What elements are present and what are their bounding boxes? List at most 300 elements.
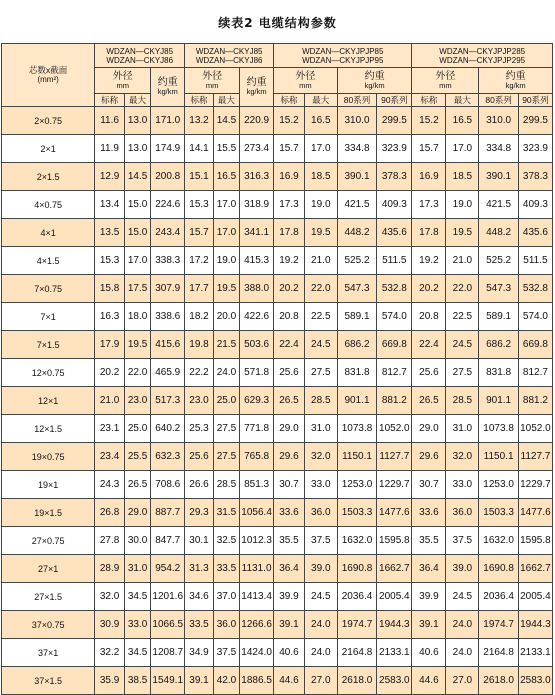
table-row (2, 135, 553, 163)
value-cell: 1150.1 (337, 443, 377, 471)
max-header: 最大 (213, 94, 239, 107)
value-cell: 1690.8 (337, 555, 377, 583)
table-header (2, 44, 553, 107)
value-cell: 42.0 (213, 667, 239, 695)
model-name: WDZAN—CKYJPJP85 (302, 46, 384, 56)
value-cell: 812.7 (377, 359, 412, 387)
value-cell: 27.5 (304, 359, 337, 387)
weight-unit: kg/km (364, 80, 385, 90)
table-row (2, 499, 553, 527)
value-cell: 629.3 (240, 387, 274, 415)
value-cell: 771.8 (240, 415, 274, 443)
value-cell: 24.5 (446, 583, 479, 611)
value-cell: 1208.7 (151, 639, 185, 667)
value-cell: 23.0 (124, 387, 150, 415)
value-cell: 1413.4 (240, 583, 274, 611)
value-cell: 511.5 (518, 247, 552, 275)
value-cell: 33.6 (274, 499, 305, 527)
value-cell: 1201.6 (151, 583, 185, 611)
value-cell: 2164.8 (337, 639, 377, 667)
size-cell: 7×0.75 (2, 275, 95, 303)
size-cell: 37×0.75 (2, 611, 95, 639)
value-cell: 35.5 (274, 527, 305, 555)
value-cell: 32.0 (446, 443, 479, 471)
table-row (2, 611, 553, 639)
od-unit: mm (205, 80, 219, 90)
table-row (2, 191, 553, 219)
value-cell: 24.0 (446, 639, 479, 667)
value-cell: 390.1 (337, 163, 377, 191)
value-cell: 19.2 (274, 247, 305, 275)
value-cell: 1229.7 (518, 471, 552, 499)
value-cell: 24.5 (446, 331, 479, 359)
value-cell: 29.6 (274, 443, 305, 471)
value-cell: 17.9 (95, 331, 125, 359)
value-cell: 36.0 (304, 499, 337, 527)
table-row (2, 527, 553, 555)
value-cell: 13.0 (124, 107, 150, 135)
value-cell: 15.8 (95, 275, 125, 303)
value-cell: 511.5 (377, 247, 412, 275)
value-cell: 34.9 (185, 639, 214, 667)
outer-diameter-header (185, 68, 240, 94)
value-cell: 31.5 (213, 499, 239, 527)
value-cell: 36.4 (412, 555, 446, 583)
value-cell: 40.6 (412, 639, 446, 667)
value-cell: 421.5 (337, 191, 377, 219)
value-cell: 31.0 (446, 415, 479, 443)
value-cell: 901.1 (337, 387, 377, 415)
size-cell: 7×1.5 (2, 331, 95, 359)
value-cell: 25.6 (412, 359, 446, 387)
weight-label: 约重 (157, 77, 178, 88)
model-group-header (95, 44, 185, 68)
value-cell: 22.2 (185, 359, 214, 387)
value-cell: 640.2 (151, 415, 185, 443)
max-header: 最大 (446, 94, 479, 107)
table-row (2, 219, 553, 247)
value-cell: 299.5 (377, 107, 412, 135)
size-header (2, 44, 95, 107)
value-cell: 25.3 (185, 415, 214, 443)
value-cell: 38.5 (124, 667, 150, 695)
value-cell: 24.5 (304, 331, 337, 359)
value-cell: 17.0 (213, 219, 239, 247)
table-body (2, 107, 553, 695)
value-cell: 422.6 (240, 303, 274, 331)
value-cell: 1595.8 (518, 527, 552, 555)
weight-unit: kg/km (157, 87, 178, 96)
value-cell: 26.5 (274, 387, 305, 415)
value-cell: 415.3 (240, 247, 274, 275)
value-cell: 29.6 (412, 443, 446, 471)
value-cell: 33.5 (185, 611, 214, 639)
value-cell: 686.2 (479, 331, 519, 359)
value-cell: 243.4 (151, 219, 185, 247)
value-cell: 22.0 (124, 359, 150, 387)
value-cell: 669.8 (518, 331, 552, 359)
value-cell: 1477.6 (377, 499, 412, 527)
value-cell: 26.6 (185, 471, 214, 499)
table-row (2, 163, 553, 191)
value-cell: 32.0 (304, 443, 337, 471)
size-cell: 27×1.5 (2, 583, 95, 611)
value-cell: 13.4 (95, 191, 125, 219)
value-cell: 34.6 (185, 583, 214, 611)
value-cell: 27.5 (213, 443, 239, 471)
value-cell: 18.2 (185, 303, 214, 331)
value-cell: 19.0 (304, 191, 337, 219)
value-cell: 20.8 (412, 303, 446, 331)
value-cell: 765.8 (240, 443, 274, 471)
value-cell: 525.2 (479, 247, 519, 275)
value-cell: 589.1 (337, 303, 377, 331)
value-cell: 435.6 (518, 219, 552, 247)
value-cell: 30.7 (412, 471, 446, 499)
value-cell: 20.0 (213, 303, 239, 331)
size-header-unit: (mm²) (37, 74, 59, 84)
value-cell: 24.0 (213, 359, 239, 387)
size-cell: 2×0.75 (2, 107, 95, 135)
value-cell: 409.3 (377, 191, 412, 219)
size-cell: 37×1 (2, 639, 95, 667)
value-cell: 15.1 (185, 163, 214, 191)
value-cell: 334.8 (337, 135, 377, 163)
value-cell: 17.2 (185, 247, 214, 275)
value-cell: 17.3 (412, 191, 446, 219)
value-cell: 13.5 (95, 219, 125, 247)
value-cell: 32.0 (95, 583, 125, 611)
value-cell: 2005.4 (518, 583, 552, 611)
value-cell: 27.5 (213, 415, 239, 443)
value-cell: 1131.0 (240, 555, 274, 583)
value-cell: 847.7 (151, 527, 185, 555)
table-row (2, 667, 553, 695)
value-cell: 15.0 (124, 219, 150, 247)
value-cell: 341.1 (240, 219, 274, 247)
value-cell: 15.7 (185, 219, 214, 247)
value-cell: 39.0 (446, 555, 479, 583)
value-cell: 25.6 (185, 443, 214, 471)
outer-diameter-header (412, 68, 479, 94)
model-name: WDZAN—CKYJ86 (106, 55, 174, 65)
value-cell: 171.0 (151, 107, 185, 135)
value-cell: 29.0 (124, 499, 150, 527)
value-cell: 18.0 (124, 303, 150, 331)
value-cell: 16.5 (304, 107, 337, 135)
value-cell: 16.9 (412, 163, 446, 191)
size-cell: 27×0.75 (2, 527, 95, 555)
weight-header (240, 68, 274, 107)
model-group-header (274, 44, 412, 68)
value-cell: 273.4 (240, 135, 274, 163)
value-cell: 1974.7 (337, 611, 377, 639)
value-cell: 30.1 (185, 527, 214, 555)
value-cell: 589.1 (479, 303, 519, 331)
value-cell: 36.4 (274, 555, 305, 583)
value-cell: 29.3 (185, 499, 214, 527)
value-cell: 378.3 (377, 163, 412, 191)
table-row (2, 359, 553, 387)
table-row (2, 639, 553, 667)
value-cell: 16.3 (95, 303, 125, 331)
size-cell: 2×1 (2, 135, 95, 163)
value-cell: 421.5 (479, 191, 519, 219)
value-cell: 20.2 (95, 359, 125, 387)
value-cell: 13.2 (185, 107, 214, 135)
value-cell: 174.9 (151, 135, 185, 163)
value-cell: 2583.0 (377, 667, 412, 695)
size-cell: 19×1 (2, 471, 95, 499)
value-cell: 532.8 (518, 275, 552, 303)
table-row (2, 443, 553, 471)
value-cell: 2618.0 (479, 667, 519, 695)
model-name: WDZAN—CKYJPJP285 (439, 46, 526, 56)
value-cell: 1127.7 (377, 443, 412, 471)
value-cell: 1253.0 (479, 471, 519, 499)
value-cell: 29.0 (412, 415, 446, 443)
weight-label: 约重 (505, 70, 526, 82)
table-row (2, 303, 553, 331)
value-cell: 220.9 (240, 107, 274, 135)
value-cell: 26.5 (124, 471, 150, 499)
value-cell: 32.2 (95, 639, 125, 667)
value-cell: 831.8 (337, 359, 377, 387)
value-cell: 1052.0 (518, 415, 552, 443)
value-cell: 37.5 (304, 527, 337, 555)
value-cell: 17.0 (213, 191, 239, 219)
value-cell: 12.9 (95, 163, 125, 191)
value-cell: 16.5 (446, 107, 479, 135)
model-name: WDZAN—CKYJ85 (195, 46, 263, 56)
value-cell: 1944.3 (377, 611, 412, 639)
size-cell: 2×1.5 (2, 163, 95, 191)
value-cell: 37.0 (213, 583, 239, 611)
value-cell: 2005.4 (377, 583, 412, 611)
value-cell: 323.9 (518, 135, 552, 163)
value-cell: 632.3 (151, 443, 185, 471)
value-cell: 1012.3 (240, 527, 274, 555)
value-cell: 1477.6 (518, 499, 552, 527)
model-name: WDZAN—CKYJ86 (195, 55, 263, 65)
value-cell: 26.5 (412, 387, 446, 415)
value-cell: 25.6 (274, 359, 305, 387)
model-name: WDZAN—CKYJPJP95 (302, 55, 384, 65)
nominal-header: 标称 (95, 94, 125, 107)
value-cell: 17.5 (124, 275, 150, 303)
value-cell: 812.7 (518, 359, 552, 387)
value-cell: 547.3 (337, 275, 377, 303)
value-cell: 14.5 (124, 163, 150, 191)
series-90-header: 90系列 (377, 94, 412, 107)
value-cell: 23.4 (95, 443, 125, 471)
weight-header (337, 68, 412, 94)
value-cell: 39.1 (274, 611, 305, 639)
value-cell: 19.0 (446, 191, 479, 219)
value-cell: 33.0 (446, 471, 479, 499)
value-cell: 33.0 (124, 611, 150, 639)
value-cell: 1549.1 (151, 667, 185, 695)
value-cell: 1944.3 (518, 611, 552, 639)
value-cell: 334.8 (479, 135, 519, 163)
value-cell: 33.0 (304, 471, 337, 499)
value-cell: 39.9 (412, 583, 446, 611)
value-cell: 22.5 (304, 303, 337, 331)
value-cell: 17.7 (185, 275, 214, 303)
value-cell: 22.0 (446, 275, 479, 303)
value-cell: 30.9 (95, 611, 125, 639)
value-cell: 30.0 (124, 527, 150, 555)
od-unit: mm (299, 80, 312, 90)
value-cell: 34.5 (124, 583, 150, 611)
nominal-header: 标称 (185, 94, 214, 107)
value-cell: 27.0 (446, 667, 479, 695)
value-cell: 1066.5 (151, 611, 185, 639)
value-cell: 22.0 (304, 275, 337, 303)
value-cell: 1253.0 (337, 471, 377, 499)
value-cell: 316.3 (240, 163, 274, 191)
value-cell: 851.3 (240, 471, 274, 499)
value-cell: 27.0 (304, 667, 337, 695)
value-cell: 1266.6 (240, 611, 274, 639)
value-cell: 17.8 (274, 219, 305, 247)
value-cell: 22.4 (274, 331, 305, 359)
value-cell: 881.2 (518, 387, 552, 415)
value-cell: 1424.0 (240, 639, 274, 667)
value-cell: 2618.0 (337, 667, 377, 695)
table-row (2, 331, 553, 359)
value-cell: 11.6 (95, 107, 125, 135)
max-header: 最大 (124, 94, 150, 107)
value-cell: 13.0 (124, 135, 150, 163)
table-row (2, 555, 553, 583)
value-cell: 200.8 (151, 163, 185, 191)
value-cell: 28.9 (95, 555, 125, 583)
value-cell: 14.1 (185, 135, 214, 163)
value-cell: 20.2 (274, 275, 305, 303)
value-cell: 19.5 (304, 219, 337, 247)
value-cell: 19.8 (185, 331, 214, 359)
model-name: WDZAN—CKYJPJP295 (439, 55, 526, 65)
value-cell: 21.0 (95, 387, 125, 415)
value-cell: 17.3 (274, 191, 305, 219)
value-cell: 37.5 (446, 527, 479, 555)
value-cell: 24.0 (304, 611, 337, 639)
value-cell: 503.6 (240, 331, 274, 359)
value-cell: 2036.4 (337, 583, 377, 611)
value-cell: 686.2 (337, 331, 377, 359)
table-row (2, 387, 553, 415)
value-cell: 390.1 (479, 163, 519, 191)
value-cell: 19.5 (213, 275, 239, 303)
size-cell: 19×1.5 (2, 499, 95, 527)
value-cell: 44.6 (412, 667, 446, 695)
value-cell: 310.0 (337, 107, 377, 135)
value-cell: 15.2 (274, 107, 305, 135)
value-cell: 23.1 (95, 415, 125, 443)
max-header: 最大 (304, 94, 337, 107)
table-row (2, 471, 553, 499)
value-cell: 881.2 (377, 387, 412, 415)
weight-header (479, 68, 553, 94)
outer-diameter-header (95, 68, 151, 94)
value-cell: 22.5 (446, 303, 479, 331)
value-cell: 517.3 (151, 387, 185, 415)
value-cell: 708.6 (151, 471, 185, 499)
value-cell: 19.5 (124, 331, 150, 359)
value-cell: 33.5 (213, 555, 239, 583)
nominal-header: 标称 (274, 94, 305, 107)
value-cell: 20.8 (274, 303, 305, 331)
value-cell: 27.8 (95, 527, 125, 555)
value-cell: 24.0 (304, 639, 337, 667)
size-cell: 12×1 (2, 387, 95, 415)
value-cell: 31.0 (304, 415, 337, 443)
value-cell: 224.6 (151, 191, 185, 219)
value-cell: 19.5 (446, 219, 479, 247)
value-cell: 15.3 (185, 191, 214, 219)
value-cell: 26.8 (95, 499, 125, 527)
value-cell: 415.6 (151, 331, 185, 359)
value-cell: 574.0 (377, 303, 412, 331)
value-cell: 338.6 (151, 303, 185, 331)
value-cell: 21.5 (213, 331, 239, 359)
value-cell: 16.5 (213, 163, 239, 191)
value-cell: 36.0 (213, 611, 239, 639)
value-cell: 17.8 (412, 219, 446, 247)
value-cell: 1595.8 (377, 527, 412, 555)
value-cell: 15.2 (412, 107, 446, 135)
value-cell: 39.0 (304, 555, 337, 583)
value-cell: 24.3 (95, 471, 125, 499)
size-cell: 4×0.75 (2, 191, 95, 219)
value-cell: 24.5 (304, 583, 337, 611)
value-cell: 307.9 (151, 275, 185, 303)
model-name: WDZAN—CKYJ85 (106, 46, 174, 56)
value-cell: 1886.5 (240, 667, 274, 695)
value-cell: 44.6 (274, 667, 305, 695)
value-cell: 39.1 (412, 611, 446, 639)
weight-label: 约重 (364, 70, 385, 82)
value-cell: 35.9 (95, 667, 125, 695)
value-cell: 378.3 (518, 163, 552, 191)
value-cell: 21.0 (446, 247, 479, 275)
value-cell: 40.6 (274, 639, 305, 667)
value-cell: 15.7 (412, 135, 446, 163)
od-unit: mm (116, 80, 129, 90)
od-label: 外径 (202, 70, 223, 82)
size-header-label: 芯数x截面 (29, 64, 68, 75)
cable-parameter-table (1, 43, 553, 695)
value-cell: 1662.7 (518, 555, 552, 583)
value-cell: 39.9 (274, 583, 305, 611)
size-cell: 37×1.5 (2, 667, 95, 695)
size-cell: 12×0.75 (2, 359, 95, 387)
value-cell: 1127.7 (518, 443, 552, 471)
value-cell: 2036.4 (479, 583, 519, 611)
od-label: 外径 (435, 70, 456, 82)
value-cell: 448.2 (337, 219, 377, 247)
value-cell: 2583.0 (518, 667, 552, 695)
value-cell: 409.3 (518, 191, 552, 219)
value-cell: 1503.3 (479, 499, 519, 527)
value-cell: 31.0 (124, 555, 150, 583)
table-row (2, 275, 553, 303)
weight-unit: kg/km (505, 80, 526, 90)
model-group-header (412, 44, 553, 68)
value-cell: 1073.8 (337, 415, 377, 443)
value-cell: 299.5 (518, 107, 552, 135)
